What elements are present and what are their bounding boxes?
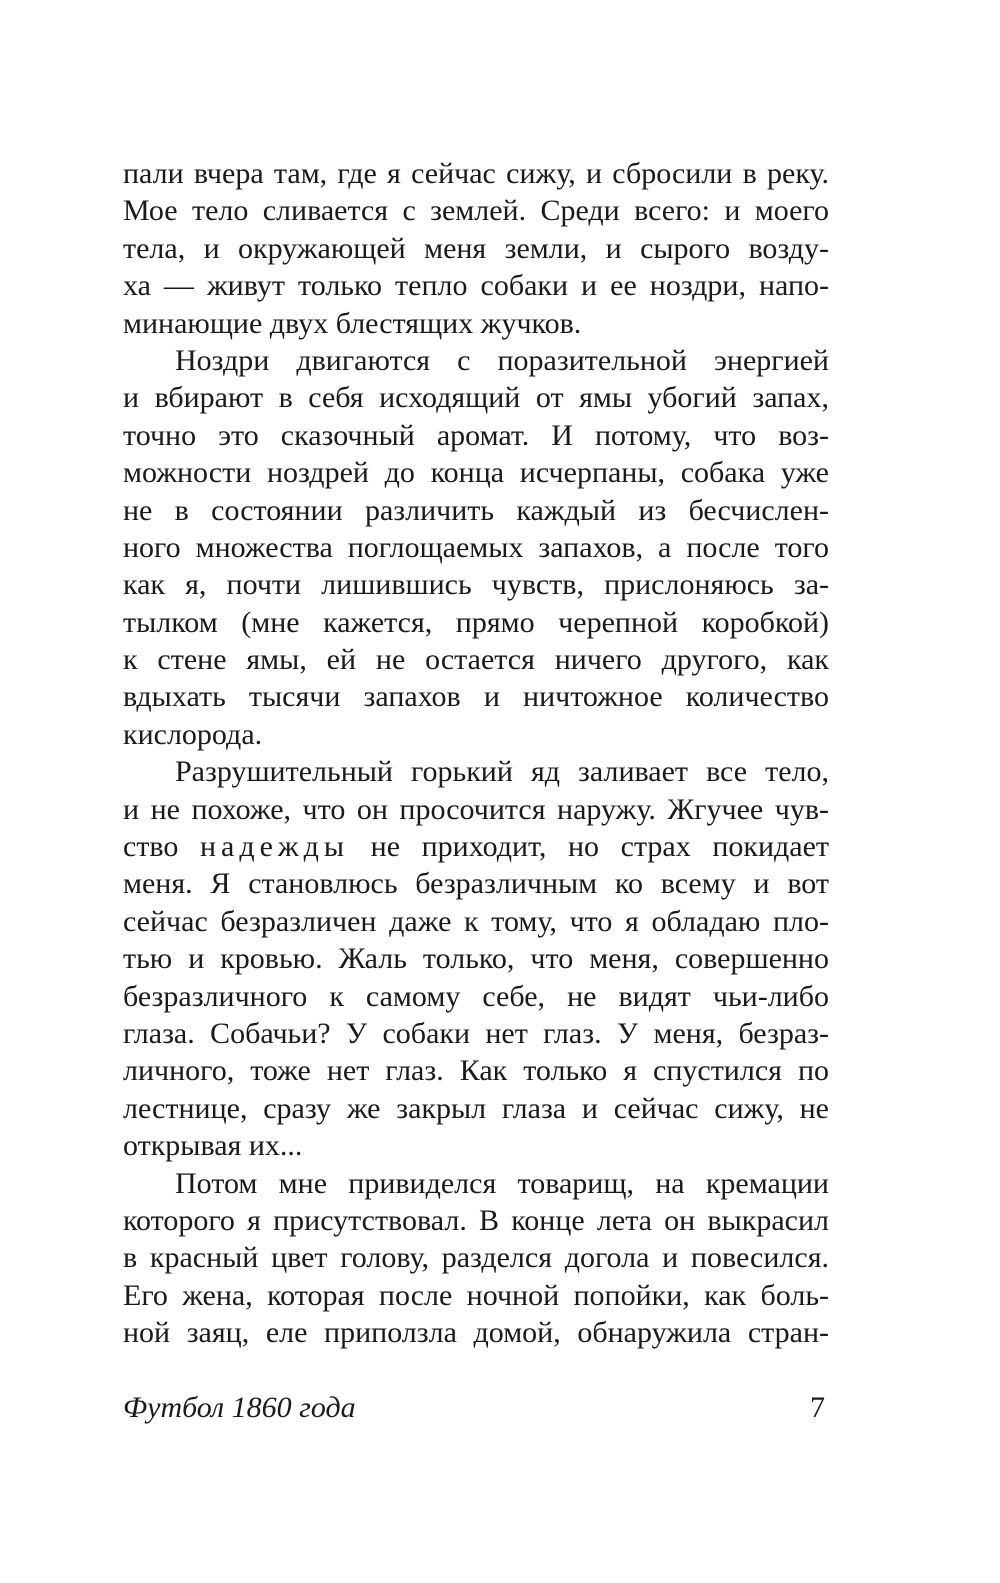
text-segment: не приходит, но страх покидает <box>349 830 829 864</box>
text-line: вдыхать тысячи запахов и ничтожное количество <box>123 680 829 714</box>
text-line: не в состоянии различить каждый из бесчислен- <box>123 493 829 527</box>
text-line: которого я присутствовал. В конце лета он выкрасил <box>123 1203 829 1237</box>
text-line: и не похоже, что он просочится наружу. Жгучее чув- <box>123 792 829 826</box>
text-line: можности ноздрей до конца исчерпаны, собака уже <box>123 456 829 490</box>
text-line: открывая их... <box>123 1129 303 1163</box>
text-line: лестнице, сразу же закрыл глаза и сейчас сижу, не <box>123 1091 829 1125</box>
text-line: тью и кровью. Жаль только, что меня, совершенно <box>123 942 829 976</box>
text-line: пали вчера там, где я сейчас сижу, и сбросили в реку. <box>123 157 829 190</box>
text-line: тылком (мне кажется, прямо черепной коробкой) <box>123 605 829 639</box>
text-line: Разрушительный горький яд заливает все тело, <box>175 755 829 789</box>
text-line: Потом мне привиделся товарищ, на кремации <box>175 1166 829 1200</box>
text-line: и вбирают в себя исходящий от ямы убогий запах, <box>123 381 829 415</box>
page-footer <box>123 1388 829 1428</box>
text-line: ной заяц, еле приползла домой, обнаружила стран- <box>123 1316 829 1350</box>
emphasized-word: надежды <box>199 830 350 864</box>
text-line: как я, почти лишившись чувств, прислоняюсь за- <box>123 568 829 602</box>
text-line: кислорода. <box>123 717 263 751</box>
text-line: Ноздри двигаются с поразительной энергией <box>175 343 829 377</box>
text-line: к стене ямы, ей не остается ничего другого, как <box>123 643 829 677</box>
paragraph-1 <box>123 155 829 342</box>
text-line: минающие двух блестящих жучков. <box>123 306 582 340</box>
paragraph-2 <box>123 342 829 753</box>
text-segment: ство <box>123 830 200 864</box>
page-number: 7 <box>810 1391 825 1424</box>
text-line: тела, и окружающей меня земли, и сырого возду- <box>123 231 829 265</box>
text-line: Мое тело сливается с землей. Среди всего: и моего <box>123 194 829 228</box>
text-line: безразличного к самому себе, не видят чьи-либо <box>123 979 829 1013</box>
text-line: личного, тоже нет глаз. Как только я спустился по <box>123 1054 829 1088</box>
text-line: ного множества поглощаемых запахов, а после того <box>123 530 829 564</box>
body-text <box>123 155 829 1352</box>
text-line: Его жена, которая после ночной попойки, как боль- <box>123 1278 829 1312</box>
running-title: Футбол 1860 года <box>123 1391 356 1424</box>
text-line: ха — живут только тепло собаки и ее ноздри, напо- <box>123 269 829 303</box>
text-line: точно это сказочный аромат. И потому, что воз- <box>123 418 829 452</box>
paragraph-3 <box>123 753 829 1164</box>
text-line: меня. Я становлюсь безразличным ко всему и вот <box>123 867 829 901</box>
text-line: глаза. Собачьи? У собаки нет глаз. У меня, безраз- <box>123 1016 829 1050</box>
text-line: сейчас безразличен даже к тому, что я обладаю пло- <box>123 904 829 938</box>
text-line-with-spaced-word <box>123 828 829 865</box>
paragraph-4 <box>123 1165 829 1352</box>
text-line: в красный цвет голову, разделся догола и повесился. <box>123 1241 829 1275</box>
